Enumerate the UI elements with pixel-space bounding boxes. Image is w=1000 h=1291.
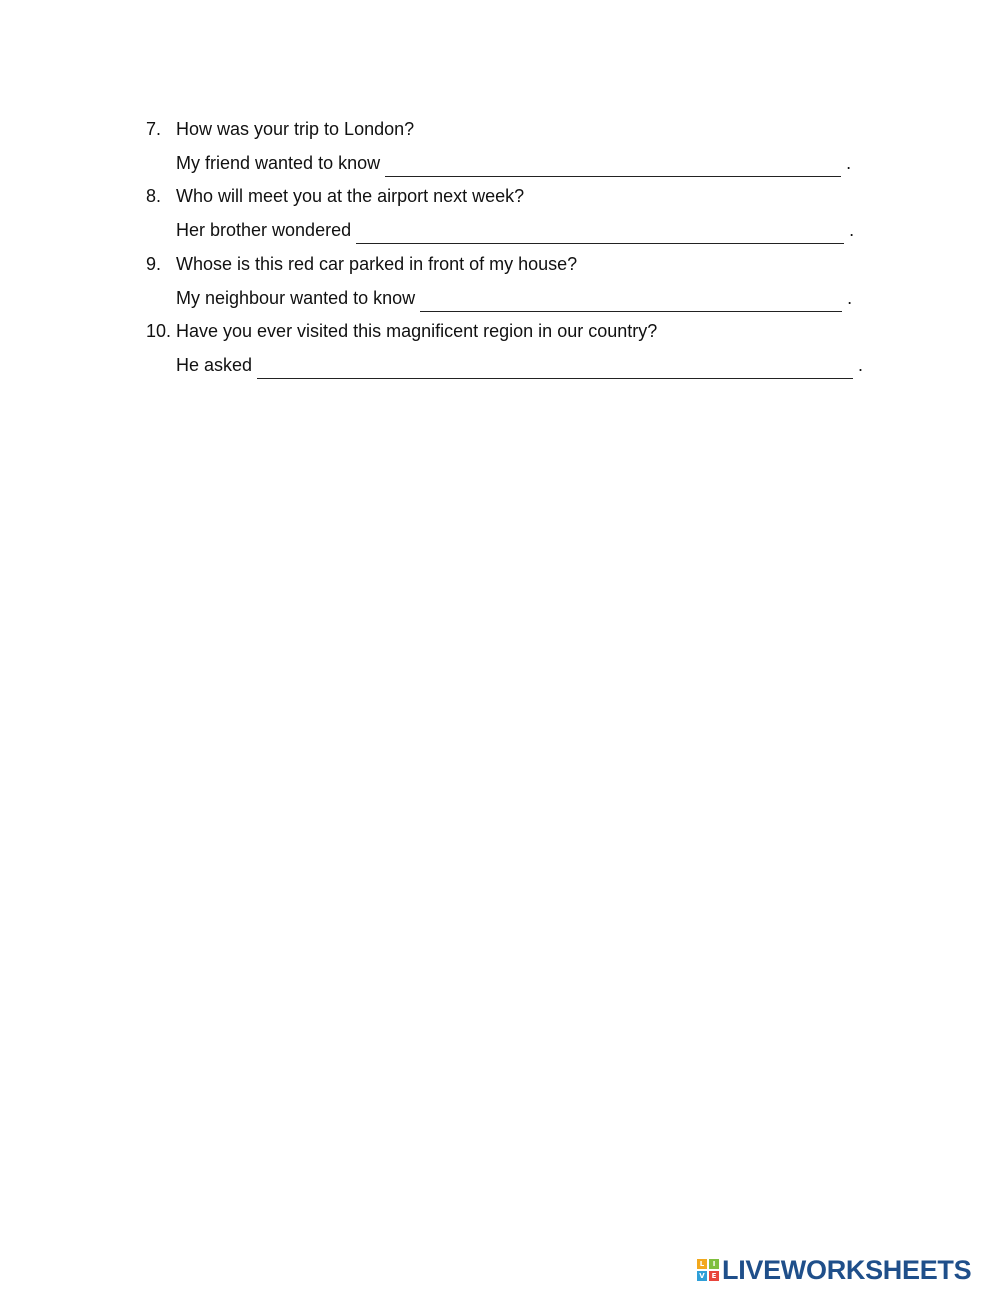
prompt-text: My friend wanted to know <box>176 153 381 173</box>
answer-line <box>176 287 852 310</box>
question-text: How was your trip to London? <box>176 119 415 139</box>
answer-line <box>176 152 851 175</box>
item-number: 9. <box>146 254 162 274</box>
prompt-text: He asked <box>176 355 253 375</box>
prompt-text: Her brother wondered <box>176 220 352 240</box>
question-text: Whose is this red car parked in front of my house? <box>176 254 578 274</box>
sentence-period: . <box>858 355 864 375</box>
answer-line <box>176 354 863 377</box>
sentence-period: . <box>847 288 853 308</box>
item-number: 10. <box>146 321 172 341</box>
sentence-period: . <box>846 153 852 173</box>
answer-input-9[interactable] <box>420 291 842 312</box>
answer-input-8[interactable] <box>356 223 844 244</box>
logo-block: L <box>697 1259 707 1269</box>
question-text: Have you ever visited this magnificent region in our country? <box>176 321 658 341</box>
logo-block: I <box>709 1259 719 1269</box>
liveworksheets-logo <box>697 1255 971 1285</box>
sentence-period: . <box>849 220 855 240</box>
answer-input-7[interactable] <box>385 156 841 177</box>
answer-line <box>176 219 854 242</box>
logo-blocks-icon <box>697 1259 719 1281</box>
prompt-text: My neighbour wanted to know <box>176 288 416 308</box>
logo-block: V <box>697 1271 707 1281</box>
answer-input-10[interactable] <box>257 358 853 379</box>
logo-text: LIVEWORKSHEETS <box>722 1255 972 1285</box>
question-text: Who will meet you at the airport next week? <box>176 186 525 206</box>
item-number: 8. <box>146 186 162 206</box>
item-number: 7. <box>146 119 162 139</box>
logo-block: E <box>709 1271 719 1281</box>
